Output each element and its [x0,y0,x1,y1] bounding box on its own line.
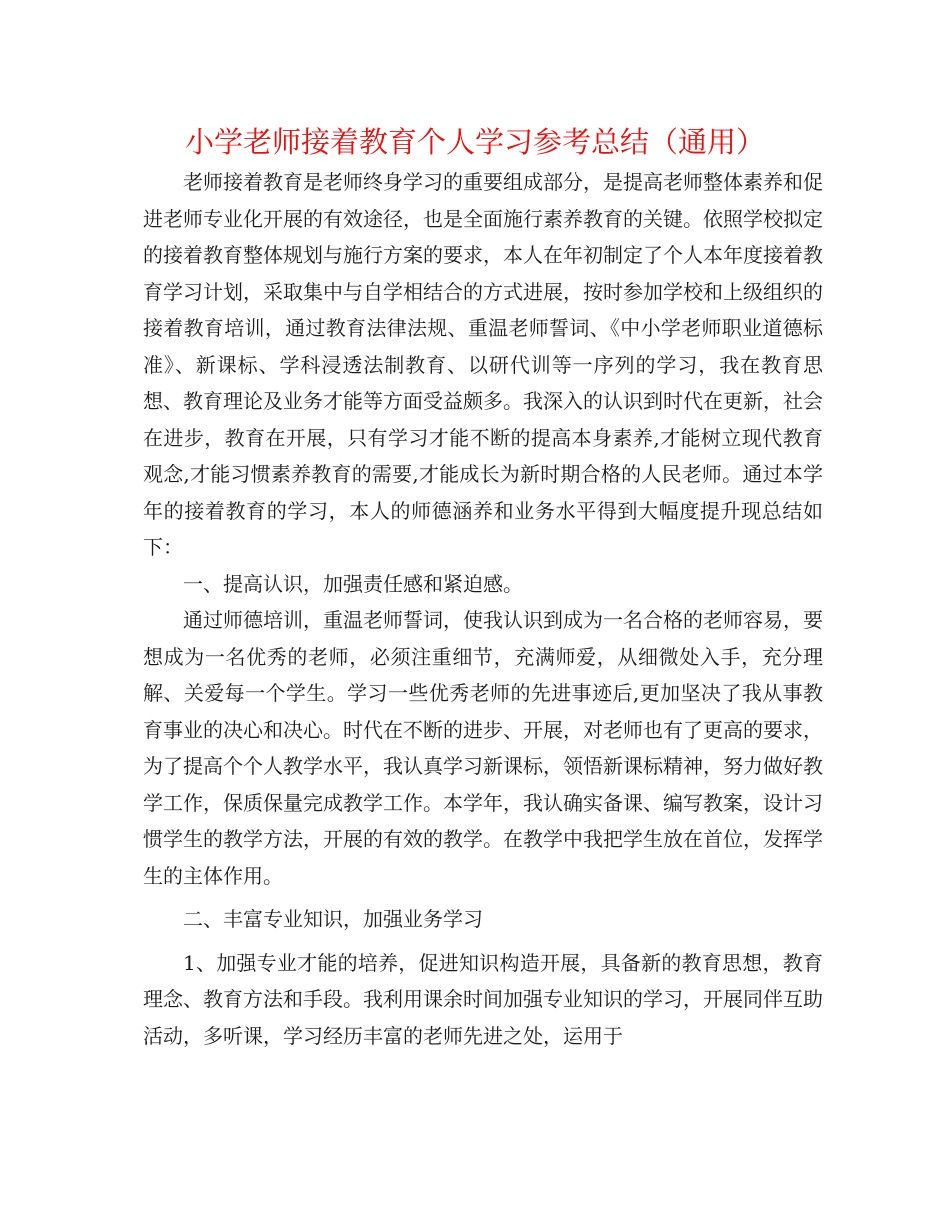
document-title: 小学老师接着教育个人学习参考总结（通用） [184,125,765,159]
paragraph-section-1: 通过师德培训，重温老师誓词，使我认识到成为一名合格的老师容易，要想成为一名优秀的老师，必须注重细节，充满师爱，从细微处入手，充分理解、关爱每一个学生。学习一些优秀老师的先进事迹后,更加坚决了我从事教育事业的决心和决心。时代在不断的进步、开展，对老师也有了更高的要求，为了提高个个人教学水平，我认真学习新课标，领悟新课标精神，努力做好教学工作，保质保量完成教学工作。本学年，我认确实备课、编写教案，设计习惯学生的教学方法，开展的有效的教学。在教学中我把学生放在首位，发挥学生的主体作用。 [143,608,823,888]
paragraph-intro: 老师接着教育是老师终身学习的重要组成部分，是提高老师整体素养和促进老师专业化开展的有效途径，也是全面施行素养教育的关键。依照学校拟定的接着教育整体规划与施行方案的要求，本人在年初制定了个人本年度接着教育学习计划，采取集中与自学相结合的方式进展，按时参加学校和上级组织的接着教育培训，通过教育法律法规、重温老师誓词、《中小学老师职业道德标准》、新课标、学科浸透法制教育、以研代训等一序列的学习，我在教育思想、教育理论及业务才能等方面受益颇多。我深入的认识到时代在更新，社会在进步，教育在开展，只有学习才能不断的提高本身素养,才能树立现代教育观念,才能习惯素养教育的需要,才能成长为新时期合格的人民老师。通过本学年的接着教育的学习，本人的师德涵养和业务水平得到大幅度提升现总结如下： [143,170,823,559]
paragraph-section-2-item-1: 1、加强专业才能的培养，促进知识构造开展，具备新的教育思想，教育理念、教育方法和手段。我利用课余时间加强专业知识的学习，开展同伴互助活动，多听课，学习经历丰富的老师先进之处，运用于 [143,950,823,1048]
section-heading-1: 一、提高认识，加强责任感和紧迫感。 [183,571,523,596]
document-body [143,164,823,1054]
section-heading-2: 二、丰富专业知识，加强业务学习 [183,907,483,931]
